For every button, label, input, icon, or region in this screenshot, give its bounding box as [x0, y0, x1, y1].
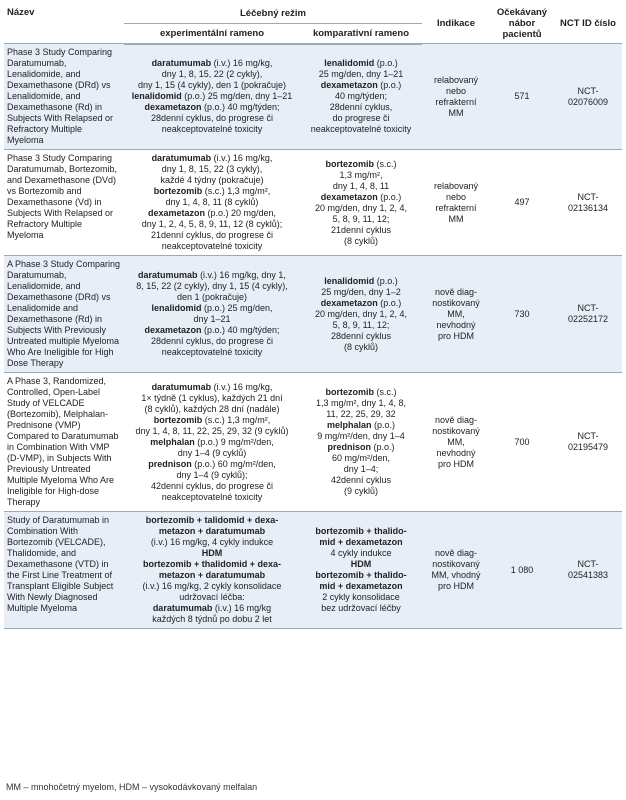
comparative-arm-line: [303, 192, 419, 203]
dose-text: dny 1, 4, 8, 11 (8 cyklů): [165, 197, 259, 207]
comparative-arm-cell: [300, 256, 422, 373]
comparative-arm-line: [303, 592, 419, 603]
experimental-arm-line: [127, 102, 297, 113]
experimental-arm-line: [127, 393, 297, 404]
drug-name: dexametazon: [320, 297, 378, 308]
dose-text: (p.o.): [377, 191, 402, 202]
drug-name: daratumumab: [151, 381, 212, 392]
dose-text: každých 8 týdnů po dobu 2 let: [152, 614, 272, 624]
drug-name: metazon + daratumumab: [158, 526, 266, 536]
indication-line: nebo: [445, 191, 467, 202]
dose-text: do progrese či: [332, 113, 390, 124]
nct-id-line: 02252172: [567, 314, 609, 324]
indication-cell: [422, 373, 490, 512]
experimental-arm-line: [127, 292, 297, 303]
dose-text: 21denní cyklus, do progrese či: [150, 230, 274, 240]
drug-name: bortezomib + talidomid + dexa-: [145, 515, 279, 525]
footnote: MM – mnohočetný myelom, HDM – vysokodávkovaný melfalan: [6, 782, 258, 792]
drug-name: bortezomib + thalido-: [315, 526, 407, 536]
comparative-arm-line: [303, 170, 419, 181]
comparative-arm-line: [303, 431, 419, 442]
comparative-arm-line: [303, 287, 419, 298]
comparative-arm-line: [303, 80, 419, 91]
table-header: [4, 4, 622, 44]
experimental-arm-line: [127, 570, 297, 581]
experimental-arm-cell: [124, 373, 300, 512]
comparative-arm-line: [303, 409, 419, 420]
drug-name: bortezomib: [153, 186, 203, 196]
indication-line: nově diag-: [434, 414, 478, 425]
experimental-arm-line: [127, 281, 297, 292]
indication-line: relabovaný: [433, 180, 479, 191]
comparative-arm-line: [303, 124, 419, 135]
enrollment-cell: 730: [490, 256, 554, 373]
table-row: [4, 150, 622, 256]
experimental-arm-line: [127, 382, 297, 393]
dose-text: dny 1–4 (9 cyklů);: [176, 469, 248, 480]
dose-text: 42denní cyklus, do progrese či: [150, 480, 274, 491]
table-body: [4, 44, 622, 629]
indication-line: MM,: [447, 308, 465, 319]
nct-id-line: NCT-: [577, 191, 599, 202]
comparative-arm-line: [303, 387, 419, 398]
experimental-arm-line: [127, 481, 297, 492]
drug-name: bortezomib: [325, 387, 374, 397]
nct-id-line: NCT-: [577, 559, 599, 569]
experimental-arm-line: [127, 448, 297, 459]
drug-name: daratumumab: [138, 270, 198, 280]
nct-id-line: NCT-: [577, 431, 599, 441]
study-name-cell: Phase 3 Study Comparing Daratumumab, Lenalidomide, and Dexamethasone (DRd) vs Lenalidomide, and Dexamethasone (Rd) in Subjects With Relapsed or Refractory Multiple Myeloma: [4, 44, 124, 150]
dose-text: (8 cyklů), každých 28 dní (nadále): [144, 403, 280, 414]
dose-text: (9 cyklů): [343, 486, 378, 496]
indication-line: nostikovaný: [432, 559, 480, 569]
dose-text: 20 mg/den, dny 1, 2, 4,: [314, 308, 408, 319]
comparative-arm-line: [303, 298, 419, 309]
study-name-cell: Study of Daratumumab in Combination With Bortezomib (VELCADE), Thalidomide, and Dexamethasone (VTD) in the First Line Treatment of Transplant Eligible Subject With Newly Diagnosed Multiple Myeloma: [4, 512, 124, 629]
dose-text: 1,3 mg/m²,: [339, 169, 383, 180]
comparative-arm-cell: [300, 373, 422, 512]
dose-text: dny 1–21: [193, 314, 231, 324]
comparative-arm-line: [303, 276, 419, 287]
experimental-arm-line: [127, 270, 297, 281]
drug-name: HDM: [350, 559, 372, 569]
nct-id-line: 02195479: [567, 442, 609, 452]
dose-text: (s.c.) 1,3 mg/m²,: [202, 414, 271, 425]
comparative-arm-line: [303, 320, 419, 331]
drug-name: lenalidomid: [324, 275, 375, 286]
indication-line: nově diag-: [434, 286, 478, 297]
experimental-arm-line: [127, 124, 297, 135]
dose-text: (i.v.) 16 mg/kg,: [211, 153, 273, 163]
drug-name: prednison: [327, 442, 371, 452]
drug-name: lenalidomid: [151, 303, 202, 313]
indication-line: pro HDM: [437, 581, 474, 591]
dose-text: (p.o.) 60 mg/m²/den,: [191, 458, 276, 469]
experimental-arm-line: [127, 437, 297, 448]
experimental-arm-line: [127, 91, 297, 102]
dose-text: 25 mg/den, dny 1–21: [318, 69, 404, 80]
dose-text: každé 4 týdny (pokračuje): [160, 175, 264, 185]
drug-name: bortezomib: [153, 414, 203, 425]
comparative-arm-line: [303, 464, 419, 475]
nct-id-line: 02136134: [567, 202, 609, 213]
indication-line: refrakterní: [435, 202, 477, 213]
dose-text: (p.o.) 25 mg/den, dny 1–21: [181, 91, 293, 102]
dose-text: den 1 (pokračuje): [176, 292, 248, 302]
nct-cell: [554, 373, 622, 512]
comparative-arm-line: [303, 159, 419, 170]
experimental-arm-cell: [124, 44, 300, 150]
dose-text: 4 cykly indukce: [330, 548, 392, 558]
header-enrollment: Očekávaný nábor pacientů: [490, 4, 554, 44]
nct-cell: [554, 256, 622, 373]
indication-cell: [422, 44, 490, 150]
drug-name: prednison: [148, 458, 192, 469]
comparative-arm-line: [303, 331, 419, 342]
dose-text: (p.o.) 25 mg/den,: [201, 303, 273, 313]
table-row: [4, 44, 622, 150]
comparative-arm-line: [303, 91, 419, 102]
comparative-arm-line: [303, 559, 419, 570]
comparative-arm-cell: [300, 150, 422, 256]
experimental-arm-cell: [124, 256, 300, 373]
dose-text: 1× týdně (1 cyklus), každých 21 dní: [141, 392, 283, 403]
study-name-cell: A Phase 3, Randomized, Controlled, Open-Label Study of VELCADE (Bortezomib), Melphalan-Prednisone (VMP) Compared to Daratumumab in Combination With VMP (D-VMP), in Subjects With Previously Untreated Multiple Myeloma Who Are Ineligible for High-dose Therapy: [4, 373, 124, 512]
dose-text: dny 1–4 (9 cyklů): [177, 447, 247, 458]
dose-text: (p.o.): [377, 80, 402, 91]
header-indication: Indikace: [422, 4, 490, 44]
dose-text: 60 mg/m²/den,: [331, 453, 391, 463]
dose-text: (p.o.): [371, 420, 396, 430]
drug-name: bortezomib + thalido-: [315, 570, 407, 580]
indication-line: MM: [448, 107, 464, 118]
dose-text: neakceptovatelné toxicity: [161, 241, 263, 251]
indication-cell: [422, 150, 490, 256]
clinical-trials-table: [4, 4, 622, 629]
experimental-arm-line: [127, 219, 297, 230]
dose-text: (p.o.) 9 mg/m²/den,: [194, 436, 274, 447]
comparative-arm-line: [303, 342, 419, 353]
dose-text: 9 mg/m²/den, dny 1–4: [317, 431, 405, 441]
drug-name: bortezomib: [325, 158, 374, 169]
comparative-arm-line: [303, 398, 419, 409]
dose-text: 28denní cyklus, do progrese či: [150, 113, 274, 124]
nct-cell: [554, 512, 622, 629]
dose-text: (s.c.) 1,3 mg/m²,: [202, 186, 271, 196]
dose-text: (s.c.): [374, 387, 397, 397]
nct-id-line: 02076009: [567, 96, 609, 107]
dose-text: (8 cyklů): [343, 235, 378, 246]
experimental-arm-line: [127, 459, 297, 470]
experimental-arm-line: [127, 325, 297, 336]
header-name: Název: [4, 4, 124, 44]
drug-name: daratumumab: [152, 603, 213, 613]
comparative-arm-line: [303, 113, 419, 124]
dose-text: dny 1, 8, 15, 22 (2 cykly),: [161, 69, 263, 80]
experimental-arm-line: [127, 347, 297, 358]
comparative-arm-line: [303, 548, 419, 559]
experimental-arm-line: [127, 492, 297, 503]
comparative-arm-line: [303, 225, 419, 236]
dose-text: dny 1, 4, 8, 11, 22, 25, 29, 32 (9 cyklů): [135, 425, 289, 436]
dose-text: (i.v.) 16 mg/kg,: [211, 58, 273, 69]
experimental-arm-cell: [124, 512, 300, 629]
drug-name: melphalan: [150, 436, 195, 447]
drug-name: daratumumab: [151, 153, 212, 163]
dose-text: neakceptovatelné toxicity: [161, 347, 263, 357]
comparative-arm-line: [303, 526, 419, 537]
experimental-arm-line: [127, 581, 297, 592]
dose-text: 40 mg/týden;: [334, 91, 388, 102]
experimental-arm-line: [127, 404, 297, 415]
drug-name: dexametazon: [147, 208, 205, 218]
dose-text: (i.v.) 16 mg/kg, 2 cykly konsolidace: [142, 581, 282, 591]
indication-line: nostikovaný: [432, 297, 480, 308]
dose-text: dny 1, 15 (4 cykly), den 1 (pokračuje): [137, 80, 287, 91]
table-row: [4, 256, 622, 373]
dose-text: (p.o.) 40 mg/týden;: [201, 325, 280, 335]
indication-line: relabovaný: [433, 74, 479, 85]
experimental-arm-line: [127, 153, 297, 164]
indication-cell: [422, 512, 490, 629]
comparative-arm-line: [303, 603, 419, 614]
nct-id-line: NCT-: [577, 303, 599, 313]
experimental-arm-line: [127, 186, 297, 197]
comparative-arm-line: [303, 420, 419, 431]
experimental-arm-line: [127, 336, 297, 347]
header-nct: NCT ID číslo: [554, 4, 622, 44]
dose-text: 28denní cyklus: [330, 330, 392, 341]
indication-line: pro HDM: [437, 458, 474, 469]
comparative-arm-cell: [300, 512, 422, 629]
dose-text: 1,3 mg/m², dny 1, 4, 8,: [315, 398, 407, 408]
experimental-arm-line: [127, 314, 297, 325]
dose-text: (p.o.): [374, 58, 398, 69]
dose-text: (i.v.) 16 mg/kg: [212, 603, 272, 613]
dose-text: (i.v.) 16 mg/kg, 4 cykly indukce: [150, 537, 274, 547]
comparative-arm-line: [303, 486, 419, 497]
dose-text: (i.v.) 16 mg/kg,: [211, 381, 273, 392]
nct-cell: [554, 150, 622, 256]
indication-line: nově diag-: [434, 548, 478, 558]
nct-id-line: 02541383: [567, 570, 609, 580]
comparative-arm-line: [303, 181, 419, 192]
comparative-arm-line: [303, 581, 419, 592]
drug-name: mid + dexametazon: [319, 537, 403, 547]
indication-line: nevhodný: [436, 319, 476, 330]
dose-text: dny 1, 8, 15, 22 (3 cykly),: [161, 164, 263, 174]
enrollment-cell: 497: [490, 150, 554, 256]
header-exp-arm: experimentální rameno: [124, 23, 300, 43]
header-regimen: Léčebný režim: [124, 4, 422, 23]
experimental-arm-line: [127, 241, 297, 252]
comparative-arm-line: [303, 236, 419, 247]
drug-name: bortezomib + thalidomid + dexa-: [142, 559, 282, 569]
comparative-arm-line: [303, 570, 419, 581]
indication-cell: [422, 256, 490, 373]
experimental-arm-line: [127, 80, 297, 91]
indication-line: refrakterní: [435, 96, 477, 107]
table-row: [4, 373, 622, 512]
experimental-arm-line: [127, 164, 297, 175]
comparative-arm-line: [303, 537, 419, 548]
drug-name: dexametazon: [144, 102, 202, 113]
comparative-arm-line: [303, 69, 419, 80]
dose-text: 28denní cyklus,: [329, 102, 393, 113]
dose-text: (s.c.): [374, 158, 397, 169]
dose-text: 25 mg/den, dny 1–2: [321, 286, 401, 297]
indication-line: nostikovaný: [432, 425, 480, 436]
experimental-arm-line: [127, 592, 297, 603]
experimental-arm-line: [127, 426, 297, 437]
dose-text: (p.o.) 40 mg/týden;: [201, 102, 280, 113]
drug-name: lenalidomid: [324, 58, 375, 69]
experimental-arm-cell: [124, 150, 300, 256]
dose-text: (p.o.) 20 mg/den,: [204, 208, 277, 218]
indication-line: MM,: [447, 436, 465, 447]
experimental-arm-line: [127, 230, 297, 241]
dose-text: 28denní cyklus, do progrese či: [150, 336, 274, 346]
dose-text: 21denní cyklus: [330, 224, 392, 235]
drug-name: mid + dexametazon: [319, 581, 403, 591]
comparative-arm-line: [303, 309, 419, 320]
enrollment-cell: 1 080: [490, 512, 554, 629]
comparative-arm-cell: [300, 44, 422, 150]
experimental-arm-line: [127, 537, 297, 548]
experimental-arm-line: [127, 303, 297, 314]
drug-name: dexametazon: [144, 325, 202, 335]
dose-text: neakceptovatelné toxicity: [161, 491, 263, 502]
comparative-arm-line: [303, 442, 419, 453]
experimental-arm-line: [127, 526, 297, 537]
dose-text: dny 1, 4, 8, 11: [332, 180, 390, 191]
dose-text: neakceptovatelné toxicity: [161, 124, 263, 135]
drug-name: lenalidomid: [131, 91, 182, 102]
dose-text: 11, 22, 25, 29, 32: [326, 409, 396, 419]
dose-text: dny 1–4;: [343, 464, 379, 474]
dose-text: 42denní cyklus: [330, 475, 392, 485]
indication-line: MM, vhodný: [431, 570, 481, 580]
comparative-arm-line: [303, 453, 419, 464]
enrollment-cell: 700: [490, 373, 554, 512]
dose-text: 20 mg/den, dny 1, 2, 4,: [314, 202, 408, 213]
dose-text: 5, 8, 9, 11, 12;: [332, 213, 390, 224]
drug-name: dexametazon: [320, 80, 378, 91]
dose-text: (p.o.): [374, 275, 398, 286]
experimental-arm-line: [127, 58, 297, 69]
experimental-arm-line: [127, 69, 297, 80]
experimental-arm-line: [127, 197, 297, 208]
dose-text: (8 cyklů): [343, 341, 378, 352]
experimental-arm-line: [127, 175, 297, 186]
indication-line: pro HDM: [437, 330, 474, 341]
experimental-arm-line: [127, 559, 297, 570]
experimental-arm-line: [127, 208, 297, 219]
nct-cell: [554, 44, 622, 150]
nct-id-line: NCT-: [577, 85, 599, 96]
drug-name: dexametazon: [320, 191, 378, 202]
comparative-arm-line: [303, 102, 419, 113]
comparative-arm-line: [303, 475, 419, 486]
experimental-arm-line: [127, 515, 297, 526]
experimental-arm-line: [127, 470, 297, 481]
dose-text: 5, 8, 9, 11, 12;: [332, 319, 390, 330]
indication-line: nevhodný: [436, 447, 476, 458]
study-name-cell: Phase 3 Study Comparing Daratumumab, Bortezomib, and Dexamethasone (DVd) vs Bortezomib and Dexamethasone (Vd) in Subjects With Relapsed or Refractory Multiple Myeloma: [4, 150, 124, 256]
indication-line: MM: [448, 213, 464, 224]
indication-line: nebo: [445, 85, 467, 96]
table-row: [4, 512, 622, 629]
dose-text: (i.v.) 16 mg/kg, dny 1,: [197, 270, 286, 280]
header-comp-arm: komparativní rameno: [300, 23, 422, 43]
experimental-arm-line: [127, 415, 297, 426]
dose-text: (p.o.): [371, 442, 395, 452]
dose-text: neakceptovatelné toxicity: [310, 124, 412, 135]
dose-text: bez udržovací léčby: [321, 603, 401, 613]
dose-text: dny 1, 2, 4, 5, 8, 9, 11, 12 (8 cyklů);: [141, 219, 283, 229]
comparative-arm-line: [303, 58, 419, 69]
comparative-arm-line: [303, 203, 419, 214]
experimental-arm-line: [127, 548, 297, 559]
drug-name: HDM: [201, 548, 223, 558]
study-name-cell: A Phase 3 Study Comparing Daratumumab, Lenalidomide, and Dexamethasone (DRd) vs Lenalidomide and Dexamethasone (Rd) in Subjects With Previously Untreated multiple Myeloma Who Are Ineligible for High Dose Therapy: [4, 256, 124, 373]
drug-name: metazon + daratumumab: [158, 570, 266, 580]
comparative-arm-line: [303, 214, 419, 225]
dose-text: udržovací léčba:: [179, 592, 245, 602]
drug-name: daratumumab: [151, 58, 212, 69]
dose-text: (p.o.): [377, 297, 402, 308]
experimental-arm-line: [127, 614, 297, 625]
experimental-arm-line: [127, 113, 297, 124]
dose-text: 2 cykly konsolidace: [322, 592, 400, 602]
dose-text: 8, 15, 22 (2 cykly), dny 1, 15 (4 cykly),: [136, 281, 288, 291]
drug-name: melphalan: [326, 420, 372, 430]
experimental-arm-line: [127, 603, 297, 614]
enrollment-cell: 571: [490, 44, 554, 150]
